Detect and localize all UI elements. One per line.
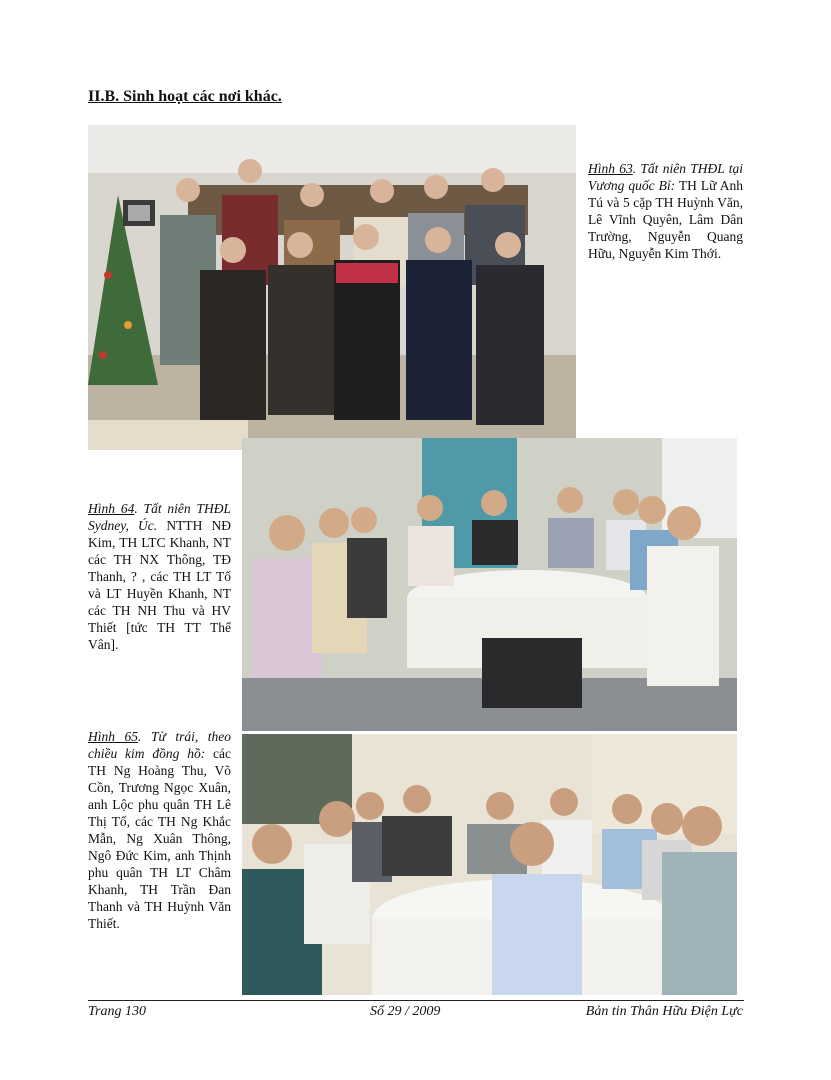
footer-rule	[88, 1000, 744, 1001]
caption-body: NTTH NĐ Kim, TH LTC Khanh, NT các TH NX Thông, TĐ Thanh, ? , các TH LT Tố và LT Huyền Khanh, NT các TH NH Thu và HV Thiết [tức TH TT Thể Vân].	[88, 518, 231, 652]
caption-figure-64	[88, 500, 231, 653]
caption-body: TH Lữ Anh Tú và 5 cặp TH Huỳnh Văn, Lê Vĩnh Quyên, Lâm Dân Trường, Nguyễn Quang Hữu, Nguyễn Kim Thới.	[588, 178, 743, 261]
caption-label: Hình 64	[88, 501, 135, 516]
photo-figure-63	[88, 125, 576, 450]
photo-figure-64	[242, 438, 737, 731]
caption-figure-65	[88, 728, 231, 932]
footer-issue: Số 29 / 2009	[370, 1004, 441, 1019]
caption-label: Hình 63	[588, 161, 633, 176]
footer-page-number: Trang 130	[88, 1004, 146, 1019]
caption-body: các TH Ng Hoàng Thu, Võ Cồn, Trương Ngọc Xuân, anh Lộc phu quân TH Lê Thị Tố, các TH Ng Khắc Mẫn, Ng Xuân Thông, Ngô Đức Kim, anh Thịnh phu quân TH LT Châm Khanh, TH Trần Đan Thanh và TH Huỳnh Văn Thiết.	[88, 746, 231, 931]
caption-label: Hình 65	[88, 729, 139, 744]
caption-title: . Từ trái, theo chiều kim đồng hồ:	[88, 729, 231, 761]
photo-figure-65	[242, 734, 737, 995]
caption-figure-63	[588, 160, 743, 262]
section-heading: II.B. Sinh hoạt các nơi khác.	[88, 88, 282, 105]
caption-title: . Tất niên THĐL tại Vương quốc Bỉ:	[588, 161, 744, 193]
footer-publication: Bản tin Thân Hữu Điện Lực	[585, 1004, 743, 1019]
caption-title: . Tất niên THĐL Sydney, Úc.	[88, 501, 231, 533]
